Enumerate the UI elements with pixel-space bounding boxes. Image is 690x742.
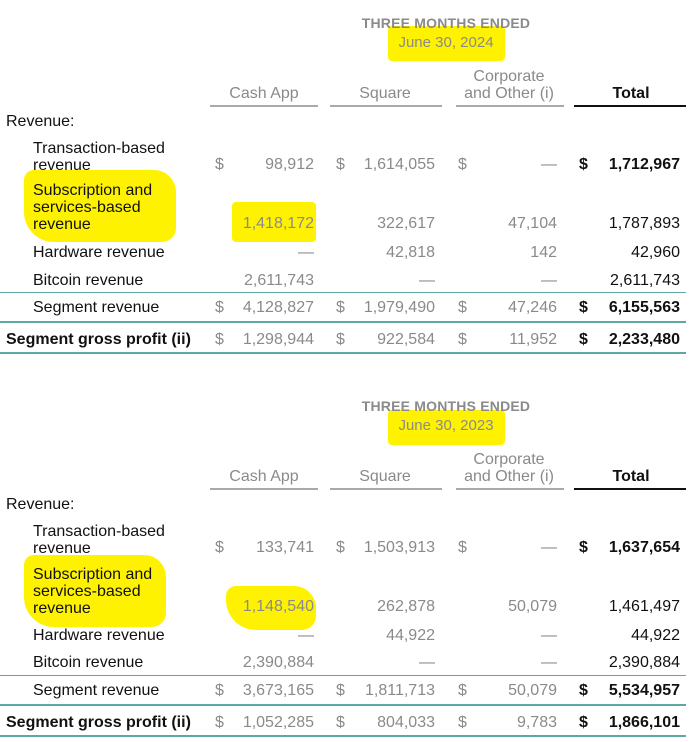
cell-cash-app: 98,912 (265, 156, 314, 173)
cell-square: 42,818 (386, 244, 435, 261)
cell-corporate: 47,246 (508, 299, 557, 316)
period-header: THREE MONTHS ENDED (361, 398, 531, 414)
cell-corporate: 9,783 (516, 714, 557, 731)
column-header-square: Square (359, 85, 411, 102)
period-date: June 30, 2023 (398, 417, 494, 434)
cell-square: — (419, 654, 435, 671)
currency-symbol: $ (215, 714, 224, 731)
row-label-transaction: Transaction-based revenue (33, 523, 165, 557)
cell-cash-app: 1,052,285 (242, 714, 314, 731)
currency-symbol: $ (579, 539, 588, 556)
cell-corporate: — (541, 539, 557, 556)
row-label-subscription: Subscription and services-based revenue (33, 182, 153, 233)
row-divider (0, 352, 686, 354)
row-label-bitcoin: Bitcoin revenue (33, 272, 144, 289)
column-header-total: Total (612, 468, 650, 485)
cell-square: 804,033 (377, 714, 435, 731)
section-label: Revenue: (6, 496, 75, 513)
cell-total: 1,712,967 (608, 156, 680, 173)
cell-corporate: — (541, 156, 557, 173)
row-label-bitcoin: Bitcoin revenue (33, 654, 144, 671)
currency-symbol: $ (215, 156, 224, 173)
row-label-hardware: Hardware revenue (33, 627, 165, 644)
cell-corporate: — (541, 272, 557, 289)
cell-corporate: 50,079 (508, 598, 557, 615)
header-underline (330, 488, 442, 490)
currency-symbol: $ (336, 331, 345, 348)
section-label: Revenue: (6, 113, 75, 130)
cell-corporate: — (541, 654, 557, 671)
row-divider (0, 675, 686, 676)
currency-symbol: $ (336, 682, 345, 699)
column-header-corporate: Corporate and Other (i) (464, 451, 554, 485)
cell-corporate: — (541, 627, 557, 644)
row-label-segment-revenue: Segment revenue (33, 682, 160, 699)
header-underline (456, 488, 564, 490)
cell-corporate: 11,952 (509, 331, 557, 348)
cell-corporate: 50,079 (508, 682, 557, 699)
period-date: June 30, 2024 (398, 34, 494, 51)
cell-cash-app: 133,741 (256, 539, 314, 556)
column-header-cash-app: Cash App (229, 468, 299, 485)
column-header-total: Total (612, 85, 650, 102)
cell-cash-app: 1,148,540 (242, 598, 314, 615)
header-underline (456, 105, 564, 107)
header-underline (574, 488, 686, 490)
header-underline (210, 488, 318, 490)
currency-symbol: $ (458, 539, 467, 556)
cell-total: 1,866,101 (608, 714, 680, 731)
header-underline (330, 105, 442, 107)
cell-total: 6,155,563 (608, 299, 680, 316)
currency-symbol: $ (215, 682, 224, 699)
currency-symbol: $ (336, 299, 345, 316)
cell-total: 1,787,893 (608, 215, 680, 232)
cell-total: 5,534,957 (608, 682, 680, 699)
cell-cash-app: — (298, 244, 314, 261)
currency-symbol: $ (579, 156, 588, 173)
currency-symbol: $ (579, 331, 588, 348)
currency-symbol: $ (336, 539, 345, 556)
column-header-cash-app: Cash App (229, 85, 299, 102)
currency-symbol: $ (579, 299, 588, 316)
currency-symbol: $ (458, 299, 467, 316)
header-underline (574, 105, 686, 107)
row-label-subscription: Subscription and services-based revenue (33, 566, 153, 617)
cell-cash-app: 1,418,172 (242, 215, 314, 232)
cell-total: 44,922 (631, 627, 680, 644)
period-header: THREE MONTHS ENDED (361, 15, 531, 31)
currency-symbol: $ (458, 156, 467, 173)
row-divider (0, 321, 686, 323)
cell-square: 922,584 (377, 331, 435, 348)
currency-symbol: $ (215, 539, 224, 556)
currency-symbol: $ (336, 156, 345, 173)
currency-symbol: $ (215, 331, 224, 348)
cell-total: 42,960 (631, 244, 680, 261)
currency-symbol: $ (579, 714, 588, 731)
currency-symbol: $ (458, 331, 467, 348)
cell-square: 262,878 (377, 598, 435, 615)
row-label-gross-profit: Segment gross profit (ii) (6, 331, 191, 348)
cell-cash-app: 1,298,944 (242, 331, 314, 348)
cell-total: 2,390,884 (608, 654, 680, 671)
cell-cash-app: 4,128,827 (242, 299, 314, 316)
cell-cash-app: — (298, 627, 314, 644)
column-header-corporate: Corporate and Other (i) (464, 68, 554, 102)
currency-symbol: $ (458, 714, 467, 731)
row-divider (0, 704, 686, 706)
cell-square: — (419, 272, 435, 289)
row-label-segment-revenue: Segment revenue (33, 299, 160, 316)
row-label-gross-profit: Segment gross profit (ii) (6, 714, 191, 731)
cell-total: 2,611,743 (610, 272, 680, 289)
cell-square: 1,503,913 (363, 539, 435, 556)
cell-corporate: 47,104 (508, 215, 557, 232)
currency-symbol: $ (215, 299, 224, 316)
currency-symbol: $ (579, 682, 588, 699)
cell-cash-app: 2,611,743 (244, 272, 314, 289)
currency-symbol: $ (458, 682, 467, 699)
cell-square: 1,614,055 (363, 156, 435, 173)
cell-total: 2,233,480 (608, 331, 680, 348)
cell-cash-app: 3,673,165 (242, 682, 314, 699)
cell-cash-app: 2,390,884 (242, 654, 314, 671)
cell-corporate: 142 (530, 244, 557, 261)
row-divider (0, 735, 686, 737)
cell-square: 1,979,490 (363, 299, 435, 316)
cell-total: 1,461,497 (608, 598, 680, 615)
row-label-transaction: Transaction-based revenue (33, 140, 165, 174)
currency-symbol: $ (336, 714, 345, 731)
cell-total: 1,637,654 (608, 539, 680, 556)
cell-square: 44,922 (386, 627, 435, 644)
column-header-square: Square (359, 468, 411, 485)
header-underline (210, 105, 318, 107)
cell-square: 322,617 (377, 215, 435, 232)
cell-square: 1,811,713 (365, 682, 435, 699)
row-label-hardware: Hardware revenue (33, 244, 165, 261)
row-divider (0, 292, 686, 293)
